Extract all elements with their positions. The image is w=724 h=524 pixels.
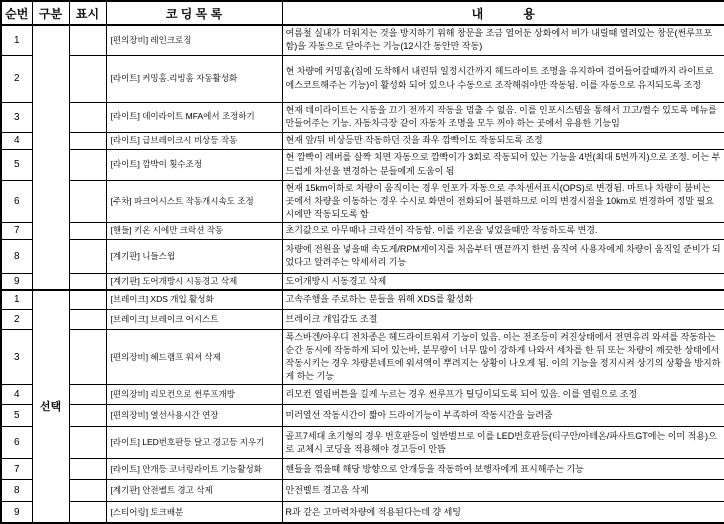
group-label-cell: 선택 [32,290,69,523]
coding-desc-cell: 여름철 실내가 더워지는 것을 방지하기 위해 창문을 조금 열어둔 상화에서 비가 내릴때 열려있는 창문(썬루프포함)을 자동으로 닫아주는 기능(12시간 동안만 작동) [282,25,724,55]
coding-desc-cell: 현 깜빡이 레버를 살짝 치면 자동으로 깜빡이가 3회로 작동되어 있는 기능을 4번(최대 5번까지)으로 조정. 이는 부드럽게 차선을 변경하는 분들에게 도움이 됨 [282,149,724,180]
mark-cell [69,222,106,239]
section-2 [1,290,724,523]
header-row [1,1,724,25]
coding-item-cell: [브레이크] XDS 개입 활성화 [106,290,282,310]
table-row [1,102,724,132]
row-number-cell: 4 [1,132,32,149]
coding-item-cell: [편의장비] 리모컨으로 썬루프개방 [106,385,282,405]
row-number-cell: 5 [1,405,32,427]
table-row [1,502,724,523]
coding-item-cell: [라이트] 급브레이크시 비상등 작동 [106,132,282,149]
mark-cell [69,290,106,310]
coding-item-cell: [계기판] 도어개방시 시동경고 삭제 [106,273,282,290]
table-row [1,330,724,385]
coding-desc-cell: R과 같은 고마력차량에 적용된다는데 걍 세팅 [282,502,724,523]
row-number-cell: 3 [1,330,32,385]
row-number-cell: 1 [1,25,32,55]
coding-desc-cell: 현재 데이라이트는 시동을 끄기 전까지 작동을 멈출 수 없음. 이를 인포시스템을 통해서 끄고/켤수 있도록 메뉴를 만들어주는 기능. 자동차극장 같이 자동차 조명을 모두 꺼야 하는 곳에서 유용한 기능임 [282,102,724,132]
table-row [1,310,724,330]
mark-cell [69,310,106,330]
coding-desc-cell: 미러열선 작동시간이 짧아 드라이기능이 부족하여 작동시간을 늘려줌 [282,405,724,427]
coding-desc-cell: 도어개방시 시동경고 삭제 [282,273,724,290]
row-number-cell: 1 [1,290,32,310]
row-number-cell: 8 [1,480,32,502]
mark-cell [69,273,106,290]
row-number-cell: 7 [1,459,32,480]
coding-item-cell: [계기판] 안전벨트 경고 삭제 [106,480,282,502]
coding-item-cell: [주차] 파크어시스트 작동개시속도 조정 [106,180,282,222]
header-description: 내 용 [282,1,724,25]
header-coding-list: 코 딩 목 록 [106,1,282,25]
row-number-cell: 8 [1,239,32,273]
coding-desc-cell: 현재 15km이하로 차량이 움직이는 경우 인포가 자동으로 주차센서표시(OPS)로 변경됨. 마트나 차량이 붐비는 곳에서 차량을 이동하는 경우 수시로 화면이 전화되어 불편하므로 이의 변경시점을 10km로 변경하여 정말 필요시에만 작동되도록 함 [282,180,724,222]
header-mark: 표시 [69,1,106,25]
mark-cell [69,55,106,102]
coding-item-cell: [라이트] 안개등 코너링라이트 기능활성화 [106,459,282,480]
row-number-cell: 9 [1,273,32,290]
mark-cell [69,385,106,405]
mark-cell [69,459,106,480]
mark-cell [69,102,106,132]
table-row [1,222,724,239]
coding-item-cell: [브레이크] 브레이크 어시스트 [106,310,282,330]
mark-cell [69,132,106,149]
table-row [1,459,724,480]
table-row [1,273,724,290]
coding-item-cell: [편의장비] 레인크로징 [106,25,282,55]
row-number-cell: 6 [1,427,32,459]
coding-item-cell: [핸들] 키온 시에만 크락션 작동 [106,222,282,239]
table-row [1,25,724,55]
mark-cell [69,502,106,523]
row-number-cell: 2 [1,310,32,330]
header-group: 구분 [32,1,69,25]
coding-desc-cell: 핸들을 꺾을때 해당 방향으로 안개등을 작동하여 보행자에게 표시해주는 기능 [282,459,724,480]
section-1 [1,25,724,290]
mark-cell [69,180,106,222]
table-header [1,1,724,25]
table-row [1,290,724,310]
row-number-cell: 2 [1,55,32,102]
table-row [1,180,724,222]
mark-cell [69,427,106,459]
mark-cell [69,405,106,427]
coding-item-cell: [라이트] 깜박이 횟수조정 [106,149,282,180]
row-number-cell: 3 [1,102,32,132]
mark-cell [69,330,106,385]
row-number-cell: 4 [1,385,32,405]
coding-desc-cell: 폭스바겐/아우디 전차종은 헤드라이트워셔 기능이 있음. 이는 전조등이 켜진상태에서 전면유리 와셔를 작동하는 순간 동시에 작동하게 되어 있는바, 분무량이 너무 많이 강하게 나와서 세차를 한 뒤 또는 차량이 깨끗한 상태에서 작동시키는 경우 차량본네트에 워셔액이 뿌려지는 상황이 나오게 됨. 이의 기능을 정지시켜 상기의 상황을 방지하게 하는 기능 [282,330,724,385]
table-row [1,239,724,273]
coding-item-cell: [편의장비] 열선사용시간 연장 [106,405,282,427]
row-number-cell: 9 [1,502,32,523]
table-row [1,427,724,459]
coding-item-cell: [라이트] 커밍홈.리빙홈 자동활성화 [106,55,282,102]
mark-cell [69,25,106,55]
table-row [1,480,724,502]
coding-item-cell: [라이트] 데이라이트 MFA에서 조정하기 [106,102,282,132]
coding-desc-cell: 현재 앞/뒤 비상등만 작동하던 것을 좌우 깜빡이도 작동되도록 조정 [282,132,724,149]
coding-item-cell: [편의장비] 헤드램프 워셔 삭제 [106,330,282,385]
table-row [1,55,724,102]
coding-desc-cell: 고속주행을 주로하는 분들을 위해 XDS를 활성화 [282,290,724,310]
coding-item-cell: [라이트] LED번호판등 달고 경고등 지우기 [106,427,282,459]
row-number-cell: 7 [1,222,32,239]
coding-desc-cell: 차량에 전원을 넣을때 속도게/RPM게이지를 처음부터 맨끝까지 한번 움직여 사용자에게 차량이 움직일 준비가 되었다고 알려주는 악세서리 기능 [282,239,724,273]
coding-desc-cell: 안전벨트 경고음 삭제 [282,480,724,502]
coding-desc-cell: 리모컨 열림버튼을 길게 누르는 경우 썬루프가 틸딩이되도록 되어 있음. 이를 열림으로 조정 [282,385,724,405]
coding-desc-cell: 현 차량에 커밍홈(집에 도착해서 내린뒤 일정시간까지 헤드라이트 조명을 유지하여 걸어들어갈때까지 라이트로 에스코트해주는 기능)이 활성화 되어 있으나 수동으로 조작해줘야만 작동됨. 이를 자동으로 유지되도록 조정 [282,55,724,102]
coding-desc-cell: 골프7세대 초기형의 경우 번호판등이 일반벌브로 이를 LED번호판등(티구안/아테온/파사트GT에는 이미 적용)으로 교체시 코딩을 적용해야 경고등이 안뜸 [282,427,724,459]
coding-desc-cell: 브레이크 개입감도 조절 [282,310,724,330]
table-row [1,405,724,427]
group-label-cell [32,25,69,290]
coding-desc-cell: 초기값으로 아무때나 크락션이 작동함. 이를 키온을 넣었을때만 작동하도록 변경. [282,222,724,239]
coding-item-cell: [스티어링] 토크배분 [106,502,282,523]
table-row [1,149,724,180]
table-row [1,132,724,149]
mark-cell [69,480,106,502]
row-number-cell: 6 [1,180,32,222]
coding-item-cell: [계기판] 니들스윕 [106,239,282,273]
mark-cell [69,239,106,273]
row-number-cell: 5 [1,149,32,180]
table-row [1,385,724,405]
header-no: 순번 [1,1,32,25]
mark-cell [69,149,106,180]
